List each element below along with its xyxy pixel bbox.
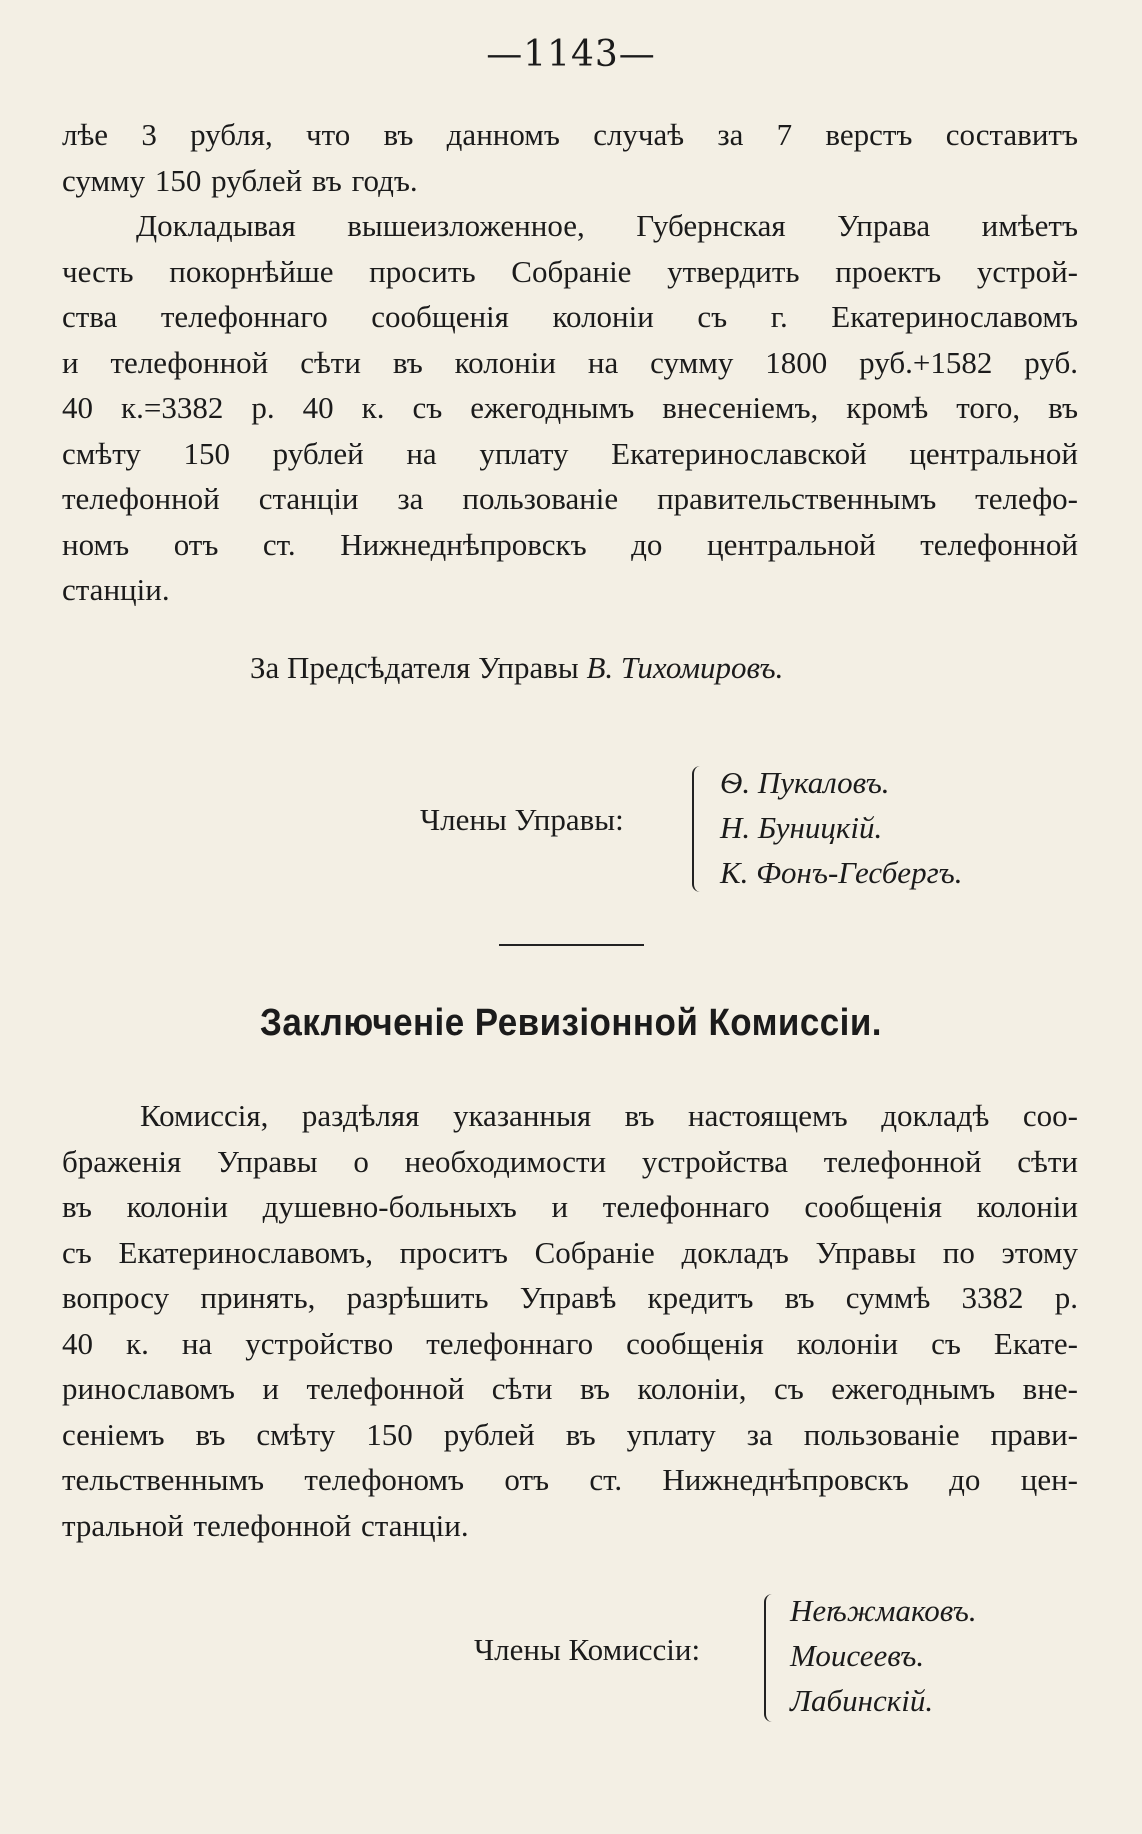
section-heading: Заключеніе Ревизіонной Комиссіи. [260, 1002, 882, 1044]
text-line: станціи. [62, 572, 170, 607]
text-line: тельственнымъ телефономъ отъ ст. Нижнеднѣпровскъ до цен- [62, 1462, 1078, 1497]
commission-members-label: Члены Комиссіи: [474, 1632, 701, 1667]
commission-member-name: Моисеевъ. [790, 1638, 925, 1673]
text-line: сеніемъ въ смѣту 150 рублей въ уплату за пользованіе прави- [62, 1416, 1078, 1452]
text-line: вопросу принять, разрѣшить Управѣ кредитъ въ суммѣ 3382 р. [62, 1280, 1078, 1315]
paragraph-1 [62, 112, 1078, 203]
text-line: съ Екатеринославомъ, проситъ Собраніе докладъ Управы по этому [62, 1234, 1078, 1270]
brace-icon [764, 1594, 776, 1722]
paragraph-2 [62, 203, 1078, 613]
text-line: браженія Управы о необходимости устройства телефонной сѣти [62, 1143, 1078, 1179]
text-line: сумму 150 рублей въ годъ. [62, 162, 418, 198]
text-line: лѣе 3 рубля, что въ данномъ случаѣ за 7 верстъ составитъ [62, 117, 1078, 152]
text-line: Комиссія, раздѣляя указанныя въ настоящемъ докладѣ соо- [140, 1098, 1078, 1133]
chair-signature-name: В. Тихомировъ. [586, 650, 784, 685]
chair-signature-prefix: За Предсѣдателя Управы [250, 650, 579, 685]
commission-member-name: Лабинскій. [790, 1683, 934, 1718]
board-member-name: Н. Буницкій. [720, 810, 883, 845]
text-line: тральной телефонной станціи. [62, 1507, 469, 1543]
text-line: ства телефоннаго сообщенія колоніи съ г. Екатеринославомъ [62, 299, 1078, 334]
board-members-label: Члены Управы: [420, 802, 624, 837]
board-member-name: К. Фонъ-Гесбергъ. [720, 855, 963, 890]
chair-signature [250, 650, 783, 686]
text-line: телефонной станціи за пользованіе правительственнымъ телефо- [62, 481, 1078, 516]
text-line: номъ отъ ст. Нижнеднѣпровскъ до центральной телефонной [62, 526, 1078, 562]
commission-members-names [790, 1588, 977, 1723]
section-divider [499, 944, 644, 946]
brace-icon [692, 766, 704, 892]
text-line: въ колоніи душевно-больныхъ и телефоннаго сообщенія колоніи [62, 1189, 1078, 1224]
page-number: —1143— [486, 34, 656, 75]
commission-member-name: Неѣжмаковъ. [790, 1593, 977, 1628]
board-member-name: Ѳ. Пукаловъ. [720, 765, 890, 800]
text-line: ринославомъ и телефонной сѣти въ колоніи, съ ежегоднымъ вне- [62, 1371, 1078, 1406]
text-line: 40 к.=3382 р. 40 к. съ ежегоднымъ внесеніемъ, кромѣ того, въ [62, 390, 1078, 425]
board-members-names [720, 760, 963, 895]
paragraph-3 [62, 1093, 1078, 1548]
text-line: и телефонной сѣти въ колоніи на сумму 1800 руб.+1582 руб. [62, 344, 1078, 380]
text-line: смѣту 150 рублей на уплату Екатеринославской центральной [62, 435, 1078, 471]
text-line: честь покорнѣйше просить Собраніе утвердить проектъ устрой- [62, 253, 1078, 289]
text-line: 40 к. на устройство телефоннаго сообщенія колоніи съ Екате- [62, 1325, 1078, 1361]
text-line: Докладывая вышеизложенное, Губернская Управа имѣетъ [136, 208, 1078, 243]
